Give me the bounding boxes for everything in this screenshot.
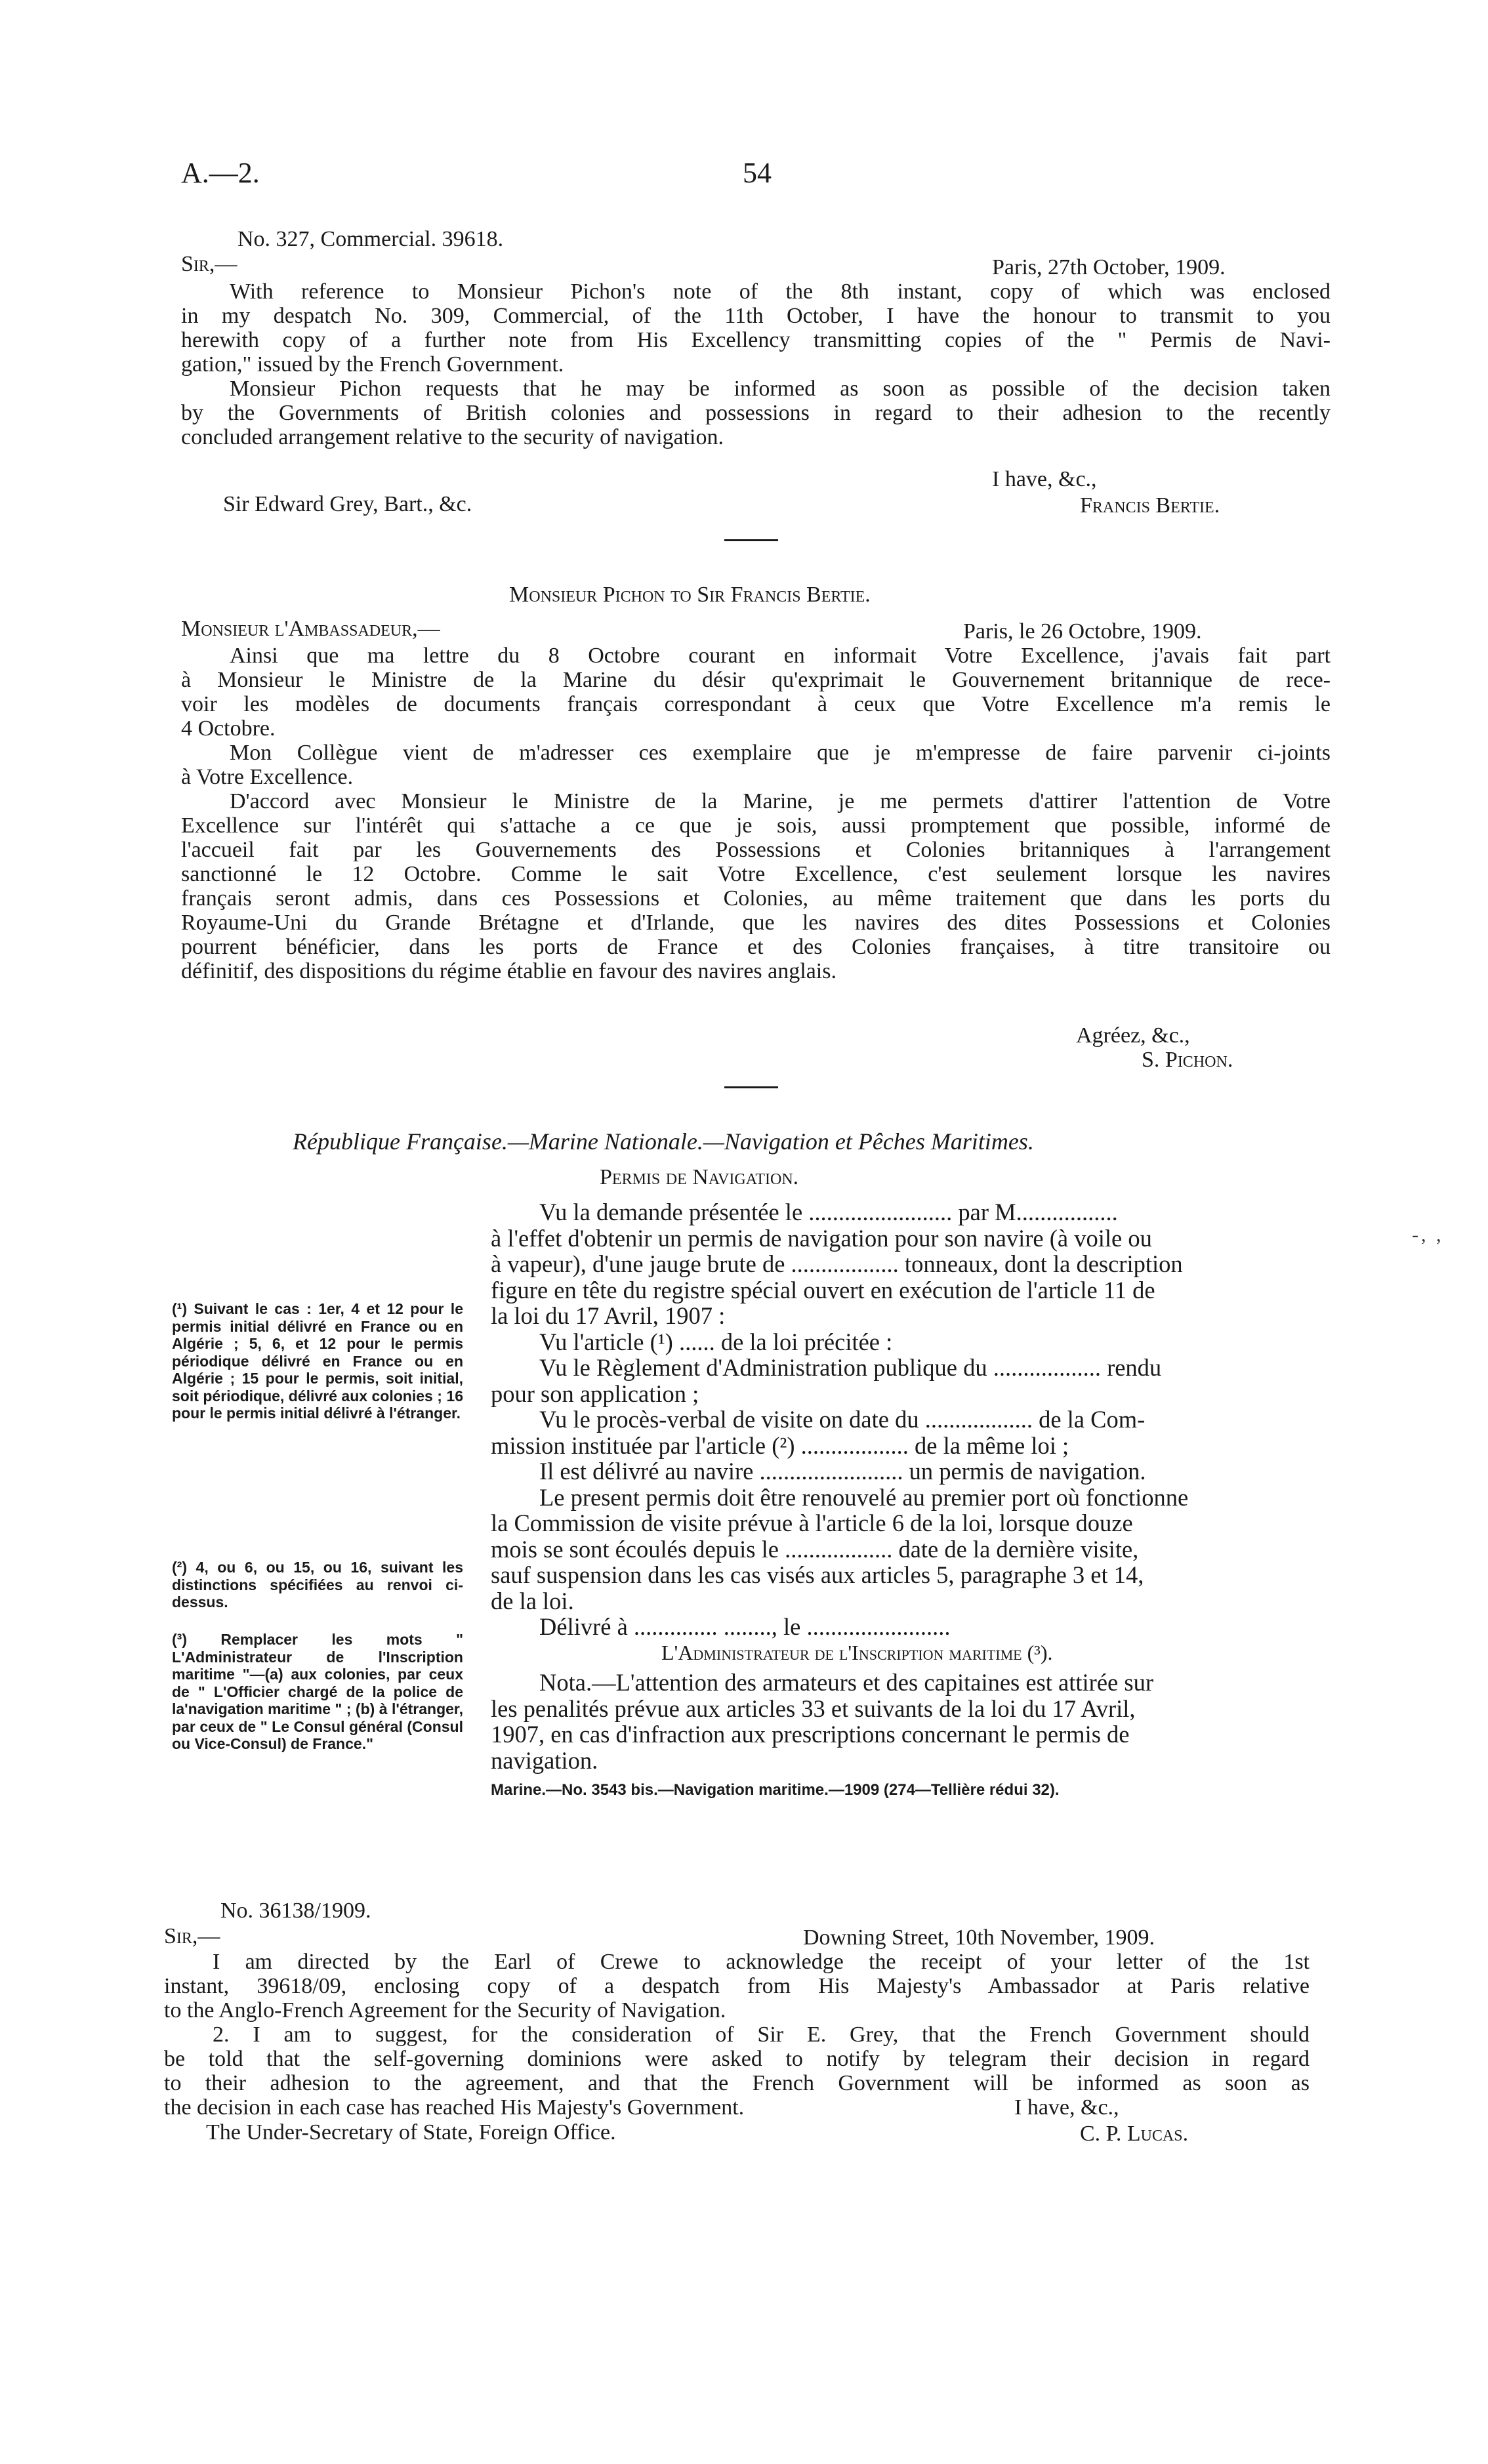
body-line: concluded arrangement relative to the security of navigation. <box>181 425 724 449</box>
form-line: Délivré à .............. ........, le ........................ <box>539 1613 951 1640</box>
body-line: Royaume-Uni du Grande Brétagne et d'Irlande, que les navires des dites Possessions et Colonies <box>181 911 1331 935</box>
letter2-signature: S. Pichon. <box>1142 1048 1233 1072</box>
form-line: à l'effet d'obtenir un permis de navigation pour son navire (à voile ou <box>491 1224 1152 1252</box>
letter1-closing: I have, &c., <box>992 467 1097 491</box>
body-line: l'accueil fait par les Gouvernements des Possessions et Colonies britanniques à l'arrangement <box>181 838 1331 862</box>
body-line: à Votre Excellence. <box>181 765 354 789</box>
permis-footer: Marine.—No. 3543 bis.—Navigation maritime.—1909 (274—Tellière rédui 32). <box>491 1781 1060 1799</box>
body-line: the decision in each case has reached His Majesty's Government. <box>164 2095 745 2120</box>
form-line: la loi du 17 Avril, 1907 : <box>491 1302 726 1329</box>
form-line: Vu le procès-verbal de visite on date du .................. de la Com- <box>539 1406 1146 1433</box>
nota-line: navigation. <box>491 1746 598 1774</box>
letter1-addressee: Sir Edward Grey, Bart., &c. <box>223 492 472 516</box>
page-number: 54 <box>743 157 772 189</box>
letter3-place-date: Downing Street, 10th November, 1909. <box>803 1925 1155 1950</box>
form-line: figure en tête du registre spécial ouvert en exécution de l'article 11 de <box>491 1276 1155 1304</box>
footnote-1: (¹) Suivant le cas : 1er, 4 et 12 pour le permis initial délivré en France ou en Algérie ; 5, 6, et 12 pour le permis périodique délivré en France ou en Algérie ; 15 pour le permis, soit initial, soit périodique, délivré aux colonies ; 16 pour le permis initial délivré à l'étranger. <box>172 1300 463 1422</box>
body-line: I am directed by the Earl of Crewe to acknowledge the receipt of your letter of the 1st <box>213 1950 1310 1974</box>
body-line: by the Governments of British colonies and possessions in regard to their adhesion to the recently <box>181 401 1331 425</box>
letter1-number: No. 327, Commercial. 39618. <box>238 227 504 251</box>
body-line: 2. I am to suggest, for the consideration of Sir E. Grey, that the French Government should <box>213 2023 1310 2047</box>
letter3-addressee: The Under-Secretary of State, Foreign Office. <box>206 2120 616 2145</box>
permis-form-body <box>491 1199 1312 1803</box>
letter2-heading-text: Monsieur Pichon to Sir Francis Bertie. <box>509 583 871 607</box>
nota-line: Nota.—L'attention des armateurs et des capitaines est attirée sur <box>539 1669 1153 1696</box>
section-divider <box>724 539 778 541</box>
body-line: D'accord avec Monsieur le Ministre de la Marine, je me permets d'attirer l'attention de Votre <box>230 789 1331 813</box>
letter2-body <box>181 644 1331 983</box>
body-line: to the Anglo-French Agreement for the Security of Navigation. <box>164 1998 726 2023</box>
body-line: instant, 39618/09, enclosing copy of a despatch from His Majesty's Ambassador at Paris relative <box>164 1974 1310 1998</box>
permis-title: Permis de Navigation. <box>600 1165 799 1189</box>
body-line: herewith copy of a further note from His Excellency transmitting copies of the " Permis de Navi- <box>181 328 1331 352</box>
letter2-heading <box>509 583 871 607</box>
body-line: With reference to Monsieur Pichon's note of the 8th instant, copy of which was enclosed <box>230 279 1331 304</box>
body-line: à Monsieur le Ministre de la Marine du désir qu'exprimait le Gouvernement britannique de rece- <box>181 668 1331 692</box>
form-line: Il est délivré au navire ........................ un permis de navigation. <box>539 1458 1146 1485</box>
body-line: Mon Collègue vient de m'adresser ces exemplaire que je m'empresse de faire parvenir ci-joints <box>230 741 1331 765</box>
body-line: définitif, des dispositions du régime établie en favour des navires anglais. <box>181 959 837 983</box>
letter1-signature: Francis Bertie. <box>1080 493 1220 518</box>
body-line: Excellence sur l'intérêt qui s'attache a ce que je sois, aussi promptement que possible, informé de <box>181 813 1331 838</box>
form-line: Vu le Règlement d'Administration publique du .................. rendu <box>539 1354 1162 1381</box>
nota-line: les penalités prévue aux articles 33 et suivants de la loi du 17 Avril, <box>491 1694 1136 1722</box>
section-divider <box>724 1086 778 1088</box>
form-line: Le present permis doit être renouvelé au premier port où fonctionne <box>539 1483 1189 1511</box>
letter1-place-date: Paris, 27th October, 1909. <box>992 255 1226 279</box>
form-line: à vapeur), d'une jauge brute de .................. tonneaux, dont la description <box>491 1250 1183 1277</box>
letter2-place-date: Paris, le 26 Octobre, 1909. <box>963 619 1202 644</box>
body-line: Ainsi que ma lettre du 8 Octobre courant en informait Votre Excellence, j'avais fait part <box>230 644 1331 668</box>
body-line: sanctionné le 12 Octobre. Comme le sait Votre Excellence, c'est seulement lorsque les navires <box>181 862 1331 886</box>
form-line: Vu la demande présentée le ........................ par M................. <box>539 1199 1118 1225</box>
nota-line: 1907, en cas d'infraction aux prescriptions concernant le permis de <box>491 1721 1130 1748</box>
body-line: 4 Octobre. <box>181 716 276 741</box>
form-line: mission instituée par l'article (²) .................. de la même loi ; <box>491 1431 1069 1459</box>
margin-marks: -, , <box>1412 1224 1444 1246</box>
letter2-closing: Agréez, &c., <box>1076 1023 1190 1048</box>
permis-heading: République Française.—Marine Nationale.—Navigation et Pêches Maritimes. <box>293 1128 1034 1155</box>
letter1-body <box>181 279 1331 449</box>
form-line: sauf suspension dans les cas visés aux articles 5, paragraphe 3 et 14, <box>491 1561 1144 1588</box>
letter1-salutation: Sir,— <box>181 252 238 276</box>
body-line: voir les modèles de documents français correspondant à ceux que Votre Excellence m'a remis le <box>181 692 1331 716</box>
form-line: mois se sont écoulés depuis le .................. date de la dernière visite, <box>491 1535 1139 1563</box>
body-line: français seront admis, dans ces Possessions et Colonies, au même traitement que dans les ports du <box>181 886 1331 911</box>
body-line: to their adhesion to the agreement, and that the French Government will be informed as soon as <box>164 2071 1310 2095</box>
body-line: Monsieur Pichon requests that he may be informed as soon as possible of the decision taken <box>230 377 1331 401</box>
body-line: be told that the self-governing dominions were asked to notify by telegram their decision in regard <box>164 2047 1310 2071</box>
footnote-3: (³) Remplacer les mots " L'Administrateur de l'Inscription maritime "—(a) aux colonies, par ceux de " L'Officier chargé de la police de la'navigation maritime " ; (b) à l'étranger, par ceux de " Le Consul général (Consul ou Vice-Consul) de France." <box>172 1631 463 1752</box>
form-line: pour son application ; <box>491 1380 699 1407</box>
letter2-salutation: Monsieur l'Ambassadeur,— <box>181 617 440 641</box>
body-line: pourrent bénéficier, dans les ports de France et des Colonies françaises, à titre transitoire ou <box>181 935 1331 959</box>
letter3-closing: I have, &c., <box>1014 2095 1119 2120</box>
letter3-signature: C. P. Lucas. <box>1080 2122 1189 2146</box>
document-reference: A.—2. <box>181 157 260 189</box>
form-line: Vu l'article (¹) ...... de la loi précitée : <box>539 1328 893 1355</box>
administrator-line: L'Administrateur de l'Inscription maritime (³). <box>661 1640 1053 1664</box>
form-line: de la loi. <box>491 1587 574 1614</box>
letter3-number: No. 36138/1909. <box>220 1899 371 1923</box>
body-line: gation," issued by the French Government. <box>181 352 564 377</box>
form-line: la Commission de visite prévue à l'article 6 de la loi, lorsque douze <box>491 1509 1133 1536</box>
body-line: in my despatch No. 309, Commercial, of the 11th October, I have the honour to transmit to you <box>181 304 1331 328</box>
letter3-body <box>164 1950 1310 2120</box>
footnote-2: (²) 4, ou 6, ou 15, ou 16, suivant les distinctions spécifiées au renvoi ci-dessus. <box>172 1559 463 1611</box>
letter3-salutation: Sir,— <box>164 1924 220 1948</box>
